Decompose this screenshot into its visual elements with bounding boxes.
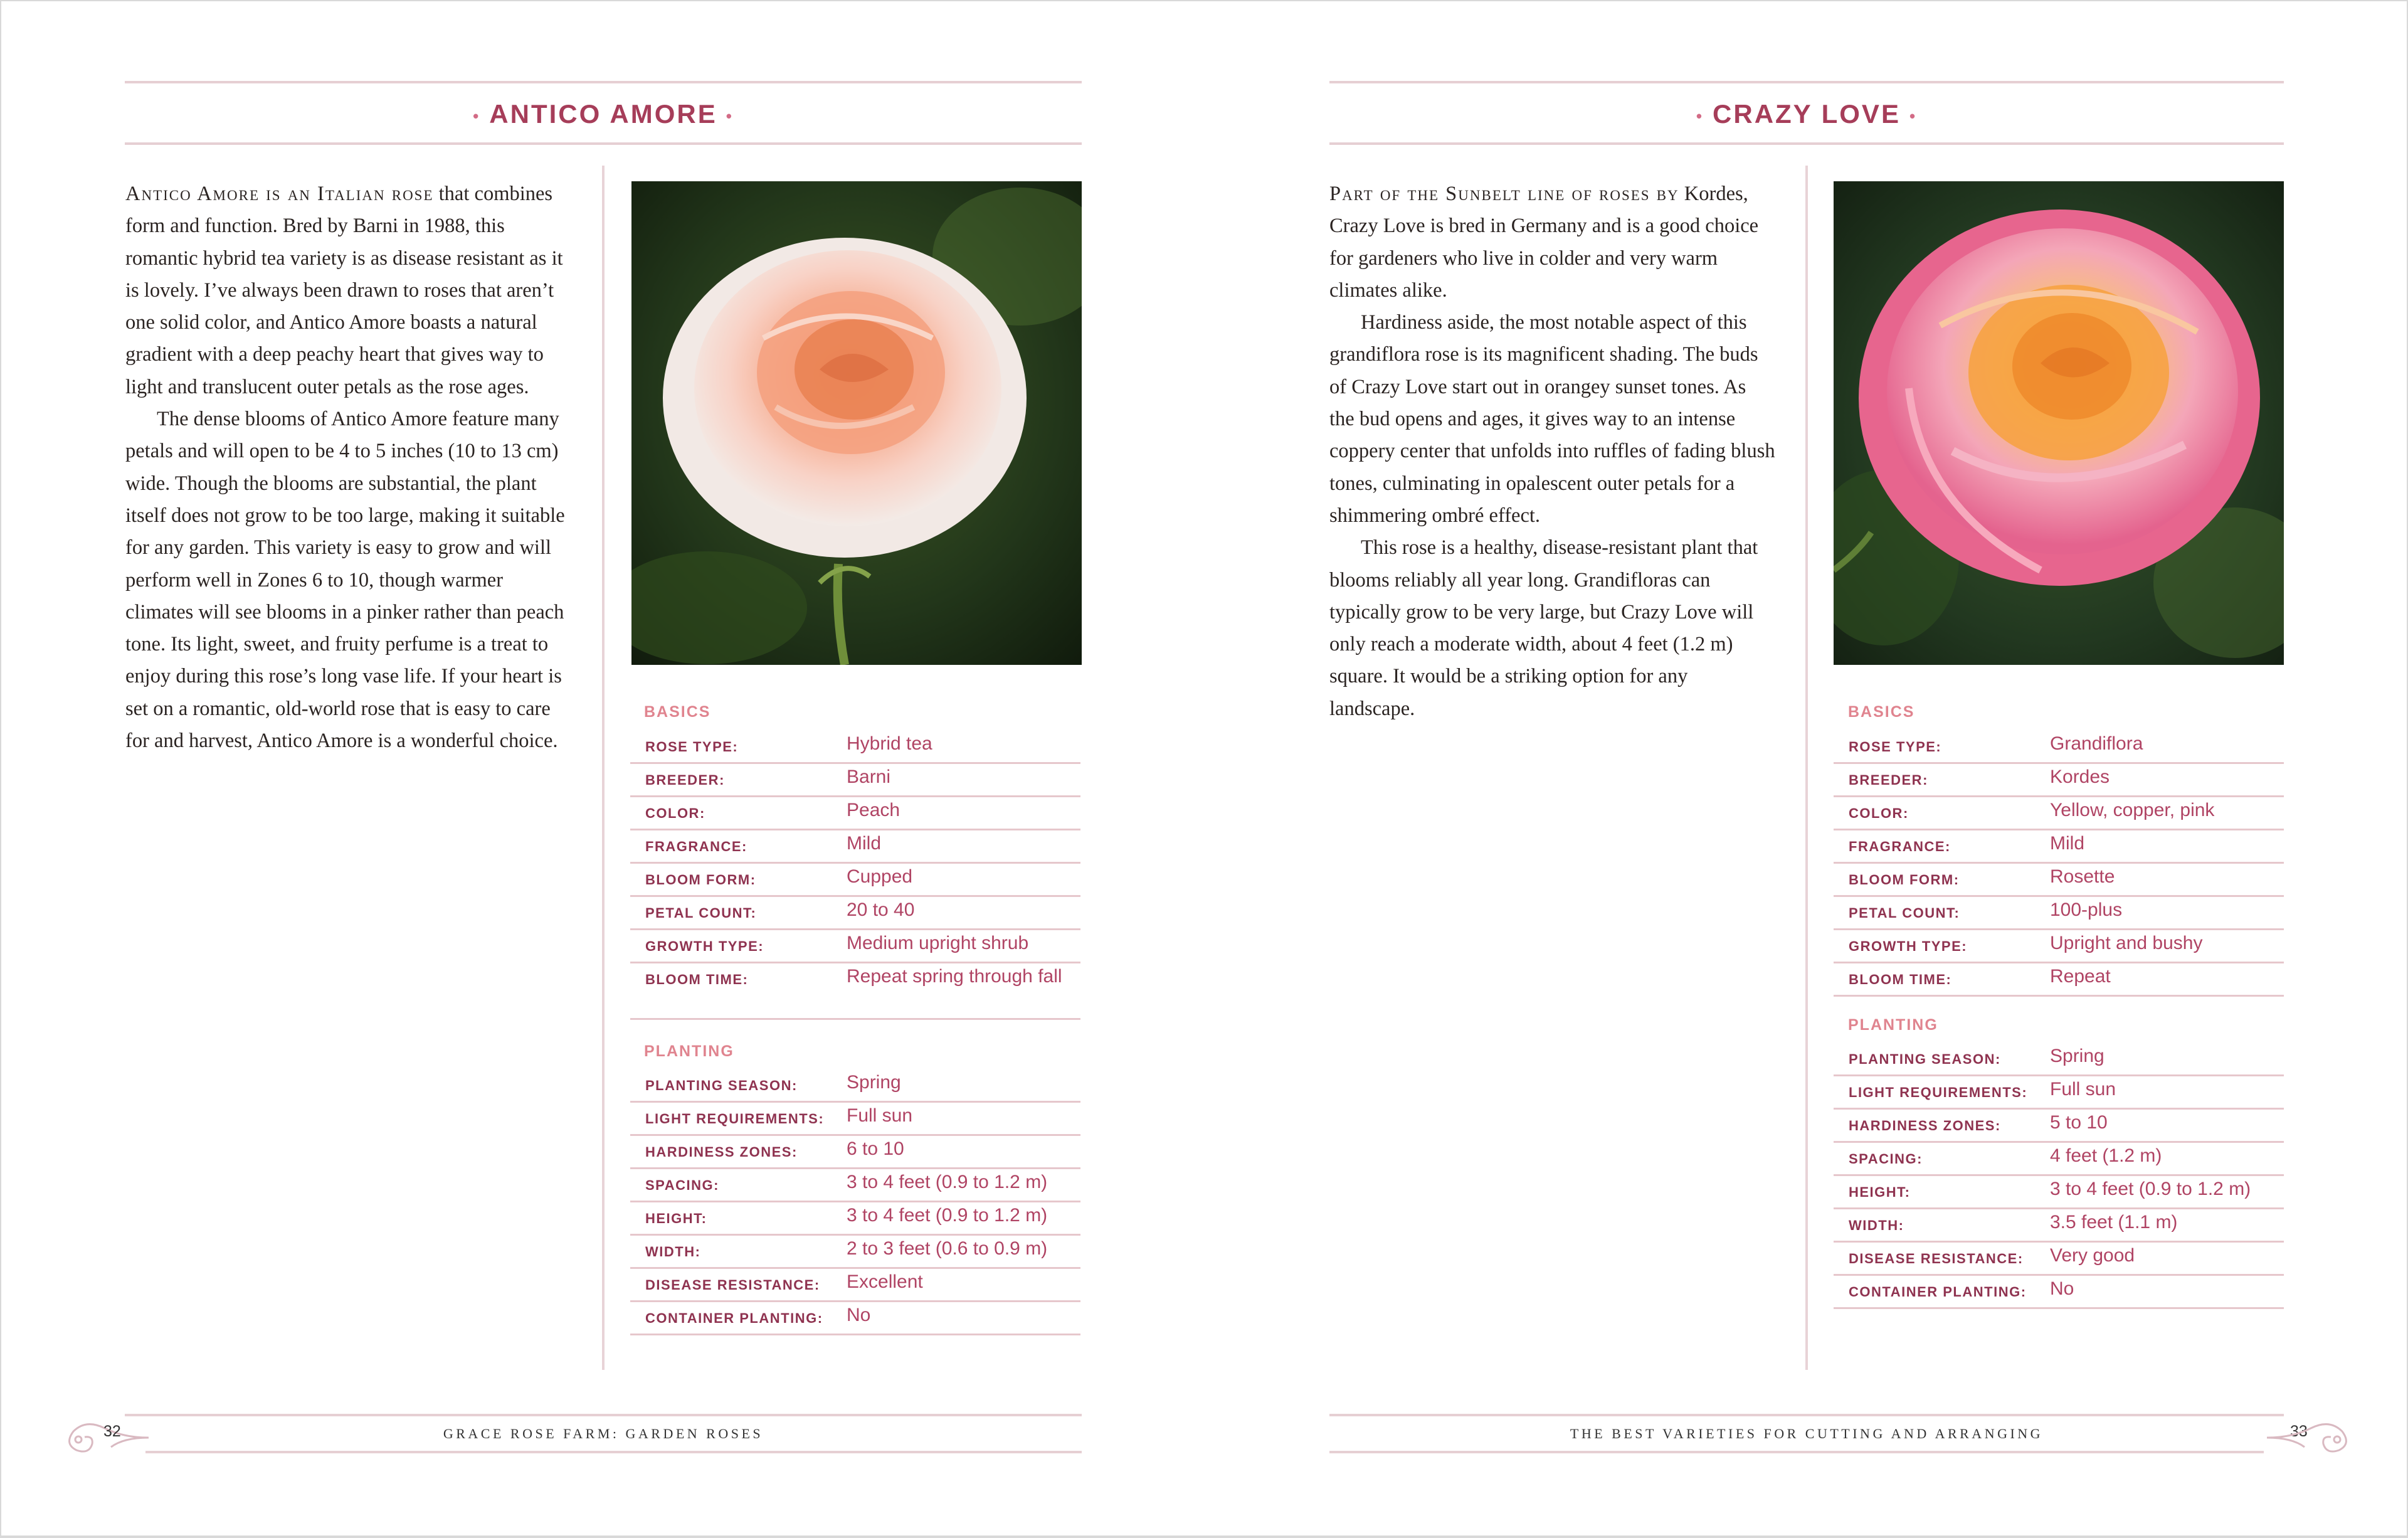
spec-label: PETAL COUNT: [645,905,757,921]
paragraph: Part of the Sunbelt line of roses by Kordes, Crazy Love is bred in Germany and is a good choice for gardeners who live in colder and very warm climates alike. [1329,183,1759,302]
page-title: • ANTICO AMORE • [473,99,734,129]
right-page [1205,1,2407,1535]
spec-row [630,862,1080,897]
spec-row [630,829,1080,864]
spec-row [1834,795,2284,830]
spec-row [630,1101,1080,1136]
spec-label: COLOR: [645,805,705,821]
spec-value: Full sun [2050,1079,2116,1100]
spec-value: Medium upright shrub [847,933,1029,953]
spec-value: Yellow, copper, pink [2050,800,2215,820]
spec-row [630,729,1080,764]
spec-value: Excellent [847,1271,923,1292]
footer-rule-top [1329,1414,2284,1416]
spec-value: Rosette [2050,866,2115,887]
spec-label: PLANTING SEASON: [645,1078,798,1093]
spec-row [1834,1108,2284,1143]
spec-label: FRAGRANCE: [1849,839,1951,854]
body-text [1329,178,1776,725]
column-divider [1805,166,1808,1370]
spec-value: 100-plus [2050,899,2123,920]
spec-row [630,895,1080,930]
spec-label: DISEASE RESISTANCE: [1849,1251,2024,1266]
spec-row [1834,1274,2284,1309]
spec-value: 5 to 10 [2050,1112,2108,1133]
spec-row [630,1134,1080,1169]
spec-label: SPACING: [645,1177,719,1193]
section-heading-planting: PLANTING [1848,1016,1938,1034]
spec-value: Barni [847,766,891,787]
spec-value: 3 to 4 feet (0.9 to 1.2 m) [847,1172,1048,1192]
title-rule [1329,142,2284,145]
intro-lead: Antico Amore is an Italian rose [125,183,434,205]
page-number: 32 [103,1423,121,1440]
spec-value: Mild [847,833,882,854]
spec-label: ROSE TYPE: [645,739,739,755]
spec-value: 3 to 4 feet (0.9 to 1.2 m) [847,1205,1048,1226]
spec-value: Upright and bushy [2050,933,2203,953]
spec-row [630,795,1080,830]
spec-label: PLANTING SEASON: [1849,1051,2001,1067]
spec-row [630,1300,1080,1335]
spec-label: PETAL COUNT: [1849,905,1960,921]
spec-row [1834,1074,2284,1110]
spec-value: 3 to 4 feet (0.9 to 1.2 m) [2050,1179,2251,1199]
spec-row [1834,1207,2284,1243]
spec-row [1834,1141,2284,1176]
spec-label: DISEASE RESISTANCE: [645,1277,820,1293]
spec-value: Very good [2050,1245,2135,1266]
spec-value: Full sun [847,1105,913,1126]
spec-value: Spring [847,1072,901,1093]
body-text [125,178,572,757]
spec-row [630,1234,1080,1269]
spec-row [1834,928,2284,963]
spec-label: CONTAINER PLANTING: [1849,1284,2027,1300]
running-head: THE BEST VARIETIES FOR CUTTING AND ARRANGING [1570,1426,2044,1441]
spec-label: LIGHT REQUIREMENTS: [645,1111,825,1127]
book-spread [1,1,2407,1535]
spec-value: Mild [2050,833,2085,854]
spec-label: SPACING: [1849,1151,1923,1167]
section-heading-basics: BASICS [644,703,711,721]
spec-value: 4 feet (1.2 m) [2050,1145,2162,1166]
footer-rule-bottom [1329,1451,2264,1453]
title-rule [125,142,1082,145]
spec-value: Hybrid tea [847,733,932,754]
spec-value: Cupped [847,866,913,887]
top-rule [1329,81,2284,83]
spec-row [630,1267,1080,1302]
spec-label: BLOOM TIME: [645,972,749,987]
spec-row [1834,762,2284,797]
page-number: 33 [2290,1423,2308,1440]
spec-value: No [847,1305,871,1325]
spec-row [630,928,1080,963]
spec-label: HARDINESS ZONES: [1849,1118,2001,1133]
spec-value: Grandiflora [2050,733,2143,754]
column-divider [602,166,605,1370]
spec-label: COLOR: [1849,805,1909,821]
spec-label: FRAGRANCE: [645,839,747,854]
spec-label: BREEDER: [1849,772,1928,788]
footer-rule-top [125,1414,1082,1416]
spec-label: GROWTH TYPE: [645,938,764,954]
flourish-ornament [2261,1416,2355,1460]
spec-label: ROSE TYPE: [1849,739,1942,755]
section-heading-basics: BASICS [1848,703,1915,721]
spec-value: Repeat spring through fall [847,966,1062,987]
spec-row [1834,729,2284,764]
spec-label: HEIGHT: [645,1211,707,1226]
spec-value: 6 to 10 [847,1138,904,1159]
spec-label: HARDINESS ZONES: [645,1144,798,1160]
spec-value: 2 to 3 feet (0.6 to 0.9 m) [847,1238,1048,1259]
spec-label: BLOOM TIME: [1849,972,1952,987]
spec-value: Peach [847,800,900,820]
spec-row [1834,862,2284,897]
spec-value: 3.5 feet (1.1 m) [2050,1212,2178,1233]
footer-rule-bottom [145,1451,1082,1453]
spec-label: BLOOM FORM: [645,872,756,888]
spec-row [1834,962,2284,997]
spec-value: Spring [2050,1046,2104,1066]
top-rule [125,81,1082,83]
spec-row [630,1167,1080,1202]
spec-row [1834,1041,2284,1076]
rose-photo-antico-amore [631,181,1082,665]
paragraph: Hardiness aside, the most notable aspect of this grandiflora rose is its magnificent shading. The buds of Crazy Love start out in orangey sunset tones. As the bud opens and ages, it gives way to an intense coppery center that unfolds into ruffles of fading blush tones, culminating in opalescent outer petals for a shimmering ombré effect. [1329,311,1775,527]
spec-label: CONTAINER PLANTING: [645,1310,823,1326]
spec-row [1834,1241,2284,1276]
paragraph: This rose is a healthy, disease-resistant plant that blooms reliably all year long. Grandifloras can typically grow to be very large, but Crazy Love will only reach a moderate width, about 4 feet (1.2 m) square. It would be a striking option for any landscape. [1329,536,1758,720]
spec-row [1834,895,2284,930]
intro-lead: Part of the Sunbelt line of roses by [1329,183,1679,205]
spec-label: WIDTH: [1849,1217,1904,1233]
spec-row [630,1201,1080,1236]
spec-row [630,962,1080,1020]
spec-label: LIGHT REQUIREMENTS: [1849,1085,2028,1100]
spec-row [630,762,1080,797]
spec-value: Repeat [2050,966,2111,987]
paragraph: Antico Amore is an Italian rose that combines form and function. Bred by Barni in 1988, this romantic hybrid tea variety is as disease resistant as it is lovely. I’ve always been drawn to roses that aren’t one solid color, and Antico Amore boasts a natural gradient with a deep peachy heart that gives way to light and translucent outer petals as the rose ages. [125,183,563,398]
spec-label: HEIGHT: [1849,1184,1911,1200]
spec-row [1834,829,2284,864]
spec-value: Kordes [2050,766,2110,787]
spec-label: GROWTH TYPE: [1849,938,1968,954]
rose-photo-crazy-love [1834,181,2284,665]
spec-label: WIDTH: [645,1244,701,1260]
page-title: • CRAZY LOVE • [1696,99,1918,129]
left-page [1,1,1205,1535]
section-heading-planting: PLANTING [644,1042,734,1060]
spec-label: BLOOM FORM: [1849,872,1960,888]
spec-row [630,1068,1080,1103]
running-head: GRACE ROSE FARM: GARDEN ROSES [443,1426,764,1441]
paragraph: The dense blooms of Antico Amore feature many petals and will open to be 4 to 5 inches (10 to 13 cm) wide. Though the blooms are substantial, the plant itself does not grow to be too large, making it suitable for any garden. This variety is easy to grow and will perform well in Zones 6 to 10, though warmer climates will see blooms in a pinker rather than peach tone. Its light, sweet, and fruity perfume is a treat to enjoy during this rose’s long vase life. If your heart is set on a romantic, old-world rose that is easy to care for and harvest, Antico Amore is a wonderful choice. [125,408,565,753]
spec-row [1834,1174,2284,1209]
spec-value: No [2050,1278,2074,1299]
spec-label: BREEDER: [645,772,725,788]
spec-value: 20 to 40 [847,899,915,920]
